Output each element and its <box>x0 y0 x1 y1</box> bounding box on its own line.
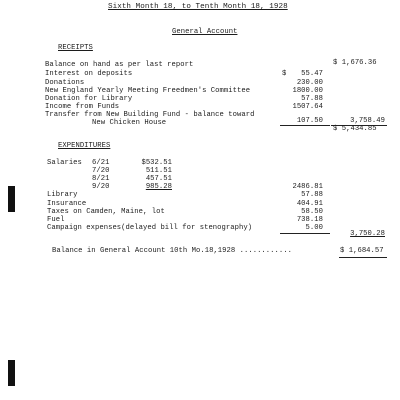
expenditures-column-rule <box>280 233 330 234</box>
balance-label: Balance on hand as per last report <box>45 61 194 69</box>
receipts-column-rule <box>280 125 330 126</box>
expense-amount: 738.18 <box>296 216 323 224</box>
receipt-label: Income from Funds <box>45 103 120 111</box>
receipt-amount: 1507.64 <box>292 103 323 111</box>
salary-amount: 457.51 <box>145 175 172 183</box>
receipt-amount: 107.50 <box>296 117 323 125</box>
receipt-amount-currency: $ <box>282 70 287 78</box>
receipt-amount: 230.00 <box>296 79 323 87</box>
expense-label: Library <box>47 191 78 199</box>
receipt-label-continued: New Chicken House <box>92 119 167 127</box>
section-title: General Account <box>172 28 238 36</box>
receipts-sum: 3,758.49 <box>350 117 385 125</box>
closing-balance-label: Balance in General Account 10th Mo.18,1928 ............ <box>52 247 292 255</box>
page-title: Sixth Month 18, to Tenth Month 18, 1928 <box>108 3 288 11</box>
balance-total: $ 1,676.36 <box>333 59 377 67</box>
salary-date: 9/20 <box>92 183 110 191</box>
salary-date: 8/21 <box>92 175 110 183</box>
salary-date: 6/21 <box>92 159 110 167</box>
expense-label: Insurance <box>47 200 87 208</box>
receipt-amount: 57.88 <box>301 95 323 103</box>
expenditures-heading: EXPENDITURES <box>58 142 111 150</box>
receipt-label: Interest on deposits <box>45 70 133 78</box>
receipt-label: Donations <box>45 79 85 87</box>
expense-amount: 58.50 <box>301 208 323 216</box>
expense-label: Campaign expenses(delayed bill for stenography) <box>47 224 253 232</box>
receipt-label: Donation for Library <box>45 95 133 103</box>
salary-amount: 985.28 <box>145 183 172 191</box>
receipts-heading: RECEIPTS <box>58 44 93 52</box>
expense-label: Taxes on Camden, Maine, lot <box>47 208 165 216</box>
closing-balance-rule <box>339 257 387 258</box>
receipt-amount: 1800.00 <box>292 87 323 95</box>
receipt-amount: 55.47 <box>301 70 323 78</box>
receipt-label: Transfer from New Building Fund - balance toward <box>45 111 255 119</box>
salaries-label: Salaries <box>47 159 82 167</box>
binder-mark-top <box>8 186 15 212</box>
binder-mark-bottom <box>8 360 15 386</box>
salary-date: 7/20 <box>92 167 110 175</box>
salary-amount: 511.51 <box>145 167 172 175</box>
expense-amount: 5.00 <box>305 224 323 232</box>
expense-amount: 57.88 <box>301 191 323 199</box>
expense-amount: 404.91 <box>296 200 323 208</box>
receipt-label: New England Yearly Meeting Freedmen's Committee <box>45 87 251 95</box>
expense-label: Fuel <box>47 216 65 224</box>
salary-amount: $532.51 <box>141 159 172 167</box>
receipts-total: $ 5,434.85 <box>333 125 377 133</box>
expenditures-total: 3,750.28 <box>350 230 385 238</box>
closing-balance-amount: $ 1,684.57 <box>340 247 384 255</box>
salaries-total: 2486.81 <box>292 183 323 191</box>
